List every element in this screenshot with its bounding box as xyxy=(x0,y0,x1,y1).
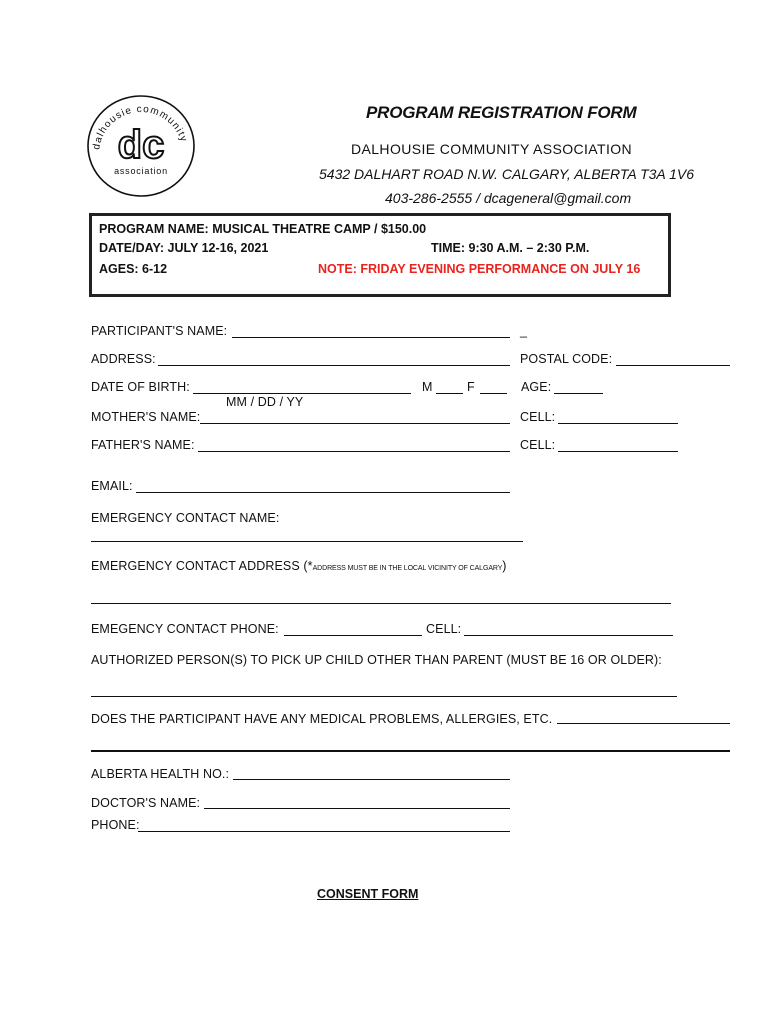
medical-field-line-2[interactable] xyxy=(91,750,730,752)
emergency-address-label xyxy=(91,559,507,573)
father-name-label: FATHER'S NAME: xyxy=(91,438,195,452)
mother-name-label: MOTHER'S NAME: xyxy=(91,410,201,424)
postal-code-field[interactable] xyxy=(616,365,730,366)
doctor-phone-label: PHONE: xyxy=(91,818,140,832)
emergency-address-field[interactable] xyxy=(91,603,671,604)
dob-field[interactable] xyxy=(193,393,411,394)
consent-form-heading: CONSENT FORM xyxy=(317,887,419,901)
doctor-name-label: DOCTOR'S NAME: xyxy=(91,796,201,810)
postal-code-label: POSTAL CODE: xyxy=(520,352,613,366)
medical-field[interactable] xyxy=(557,723,730,724)
address-field[interactable] xyxy=(158,365,510,366)
gender-m-field[interactable] xyxy=(436,393,463,394)
email-field[interactable] xyxy=(136,492,510,493)
age-field[interactable] xyxy=(554,393,603,394)
age-label: AGE: xyxy=(521,380,552,394)
mother-name-field[interactable] xyxy=(200,423,510,424)
logo-arc-text: dalhousie community xyxy=(91,103,190,151)
organization-contact: 403-286-2555 / dcageneral@gmail.com xyxy=(385,190,632,206)
organization-address: 5432 DALHART ROAD N.W. CALGARY, ALBERTA T3A 1V6 xyxy=(319,166,695,182)
authorized-persons-field[interactable] xyxy=(91,696,677,697)
emergency-address-close: ) xyxy=(502,559,507,573)
logo-graphic xyxy=(86,94,196,198)
emergency-cell-field[interactable] xyxy=(464,635,673,636)
dob-label: DATE OF BIRTH: xyxy=(91,380,190,394)
father-cell-field[interactable] xyxy=(558,451,678,452)
address-label: ADDRESS: xyxy=(91,352,156,366)
association-logo xyxy=(86,94,196,198)
emergency-name-label: EMERGENCY CONTACT NAME: xyxy=(91,511,280,525)
health-no-field[interactable] xyxy=(233,779,510,780)
emergency-cell-label: CELL: xyxy=(426,622,462,636)
emergency-phone-label: EMEGENCY CONTACT PHONE: xyxy=(91,622,279,636)
father-cell-label: CELL: xyxy=(520,438,556,452)
emergency-phone-field[interactable] xyxy=(284,635,422,636)
program-name: PROGRAM NAME: MUSICAL THEATRE CAMP / $150.00 xyxy=(99,222,427,236)
mother-cell-field[interactable] xyxy=(558,423,678,424)
logo-initials: dc xyxy=(117,123,165,167)
doctor-phone-field[interactable] xyxy=(138,831,510,832)
program-date: DATE/DAY: JULY 12-16, 2021 xyxy=(99,241,269,255)
form-title: PROGRAM REGISTRATION FORM xyxy=(366,103,637,122)
program-time: TIME: 9:30 A.M. – 2:30 P.M. xyxy=(431,241,590,255)
participant-name-label: PARTICIPANT'S NAME: xyxy=(91,324,228,338)
participant-name-suffix: _ xyxy=(520,324,528,338)
emergency-address-label-text: EMERGENCY CONTACT ADDRESS (* xyxy=(91,559,313,573)
dob-format-hint: MM / DD / YY xyxy=(226,395,304,409)
authorized-persons-label: AUTHORIZED PERSON(S) TO PICK UP CHILD OTHER THAN PARENT (MUST BE 16 OR OLDER): xyxy=(91,653,662,667)
participant-name-field[interactable] xyxy=(232,337,510,338)
email-label: EMAIL: xyxy=(91,479,133,493)
emergency-name-field[interactable] xyxy=(91,541,523,542)
emergency-address-note: ADDRESS MUST BE IN THE LOCAL VICINITY OF CALGARY xyxy=(312,565,503,572)
dob-m-label: M xyxy=(422,380,433,394)
health-no-label: ALBERTA HEALTH NO.: xyxy=(91,767,230,781)
medical-label: DOES THE PARTICIPANT HAVE ANY MEDICAL PROBLEMS, ALLERGIES, ETC. xyxy=(91,712,553,726)
gender-f-field[interactable] xyxy=(480,393,507,394)
program-note: NOTE: FRIDAY EVENING PERFORMANCE ON JULY 16 xyxy=(318,262,641,276)
father-name-field[interactable] xyxy=(198,451,510,452)
program-ages: AGES: 6-12 xyxy=(99,262,168,276)
organization-name: DALHOUSIE COMMUNITY ASSOCIATION xyxy=(351,141,633,157)
logo-bottom-text: association xyxy=(114,166,168,176)
dob-f-label: F xyxy=(467,380,475,394)
mother-cell-label: CELL: xyxy=(520,410,556,424)
doctor-name-field[interactable] xyxy=(204,808,510,809)
